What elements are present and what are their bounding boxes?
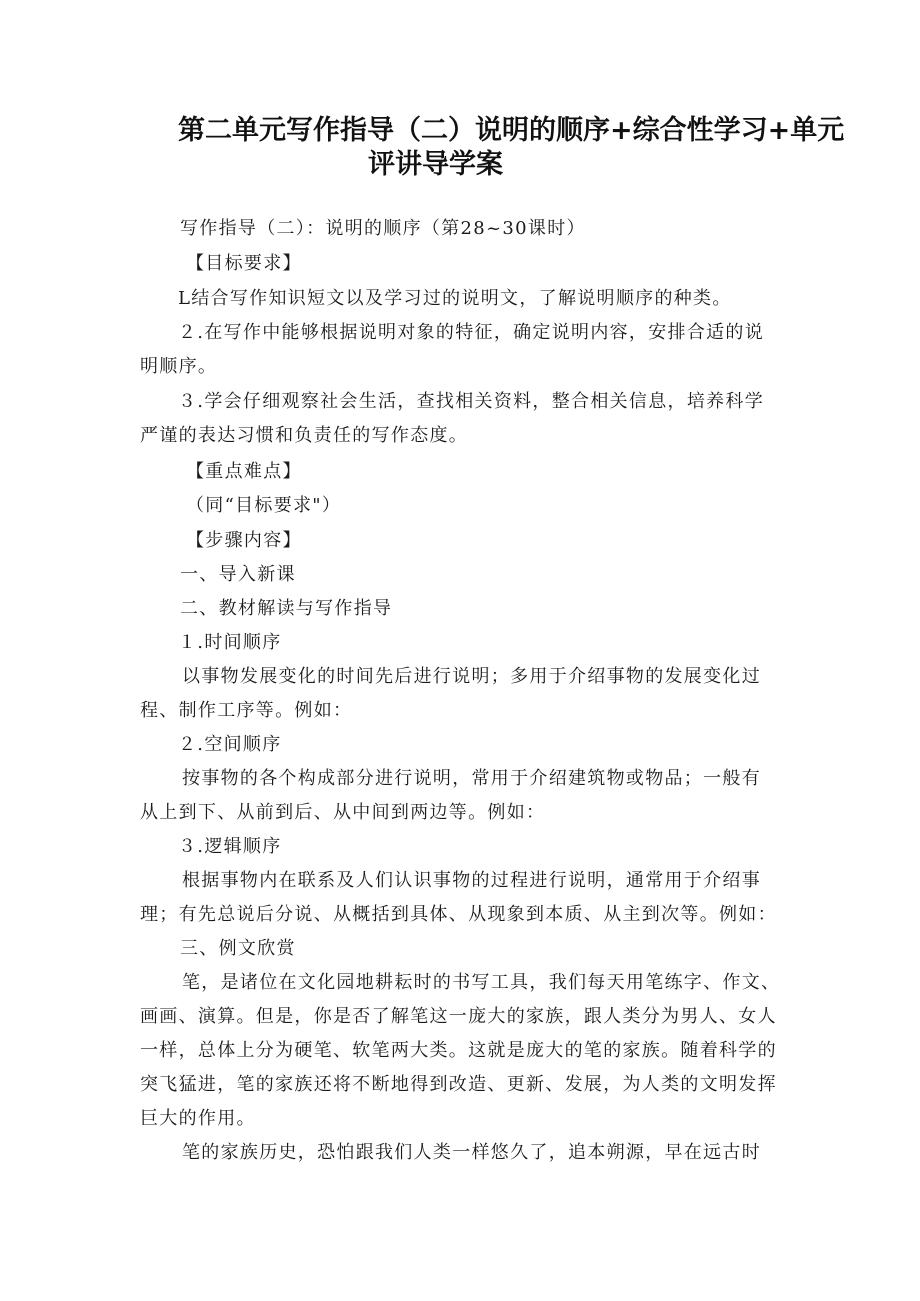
goal-item-1: L结合写作知识短文以及学习过的说明文，了解说明顺序的种类。 — [178, 288, 732, 309]
document-title-line-1: 第二单元写作指导（二）说明的顺序+综合性学习+单元 — [178, 115, 845, 146]
logic-order-text: 根据事物内在联系及人们认识事物的过程进行说明，通常用于介绍事 — [182, 870, 761, 891]
goal-item-3-cont: 严谨的表达习惯和负责任的写作态度。 — [140, 425, 469, 446]
space-order-title: ２.空间顺序 — [178, 734, 282, 755]
essay-paragraph-1-line-4: 突飞猛进，笔的家族还将不断地得到改造、更新、发展，为人类的文明发挥 — [140, 1074, 777, 1095]
space-order-text: 按事物的各个构成部分进行说明，常用于介绍建筑物或物品；一般有 — [182, 768, 761, 789]
logic-order-text-cont: 理；有先总说后分说、从概括到具体、从现象到本质、从主到次等。例如： — [140, 904, 777, 925]
document-title-line-2: 评讲导学案 — [368, 149, 503, 180]
goal-item-2-cont: 明顺序。 — [140, 356, 218, 377]
time-order-text-cont: 程、制作工序等。例如： — [140, 700, 353, 721]
goal-item-2: ２.在写作中能够根据说明对象的特征，确定说明内容，安排合适的说 — [178, 322, 765, 343]
space-order-text-cont: 从上到下、从前到后、从中间到两边等。例如： — [140, 802, 546, 823]
essay-paragraph-2: 笔的家族历史，恐怕跟我们人类一样悠久了，追本朔源，早在远古时 — [182, 1142, 761, 1163]
time-order-text: 以事物发展变化的时间先后进行说明；多用于介绍事物的发展变化过 — [182, 666, 761, 687]
steps-heading: 【步骤内容】 — [186, 530, 302, 551]
essay-paragraph-1-line-5: 巨大的作用。 — [140, 1108, 256, 1129]
essay-paragraph-1-line-3: 一样，总体上分为硬笔、软笔两大类。这就是庞大的笔的家族。随着科学的 — [140, 1040, 777, 1061]
step-1: 一、导入新课 — [180, 564, 296, 585]
goal-item-3: ３.学会仔细观察社会生活，查找相关资料，整合相关信息，培养科学 — [178, 391, 765, 412]
essay-paragraph-1: 笔，是诸位在文化园地耕耘时的书写工具，我们每天用笔练字、作文、 — [182, 972, 781, 993]
goals-heading: 【目标要求】 — [186, 253, 302, 274]
time-order-title: １.时间顺序 — [178, 632, 282, 653]
logic-order-title: ３.逻辑顺序 — [178, 836, 282, 857]
section-subtitle: 写作指导（二）：说明的顺序（第28~30课时） — [180, 218, 586, 239]
key-points-heading: 【重点难点】 — [186, 461, 302, 482]
step-3: 三、例文欣赏 — [180, 938, 296, 959]
step-2: 二、教材解读与写作指导 — [180, 598, 393, 619]
essay-paragraph-1-line-2: 画画、演算。但是，你是否了解笔这一庞大的家族，跟人类分为男人、女人 — [140, 1006, 777, 1027]
key-points-text: （同“目标要求"） — [186, 495, 342, 516]
